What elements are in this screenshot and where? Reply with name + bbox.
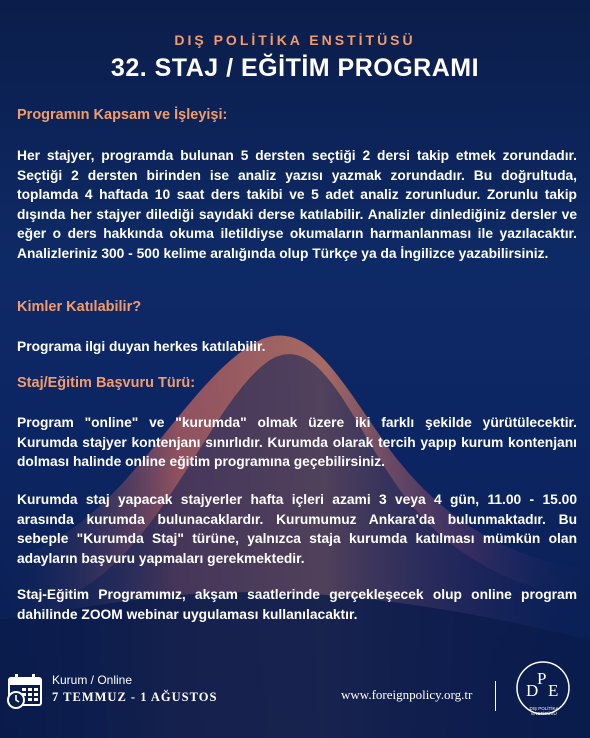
svg-text:D: D [526,681,539,700]
program-dates: 7 TEMMUZ - 1 AĞUSTOS [52,690,218,704]
who-heading: Kimler Katılabilir? [17,299,142,315]
calendar-clock-icon [7,673,45,709]
logo-subtitle: DIŞ POLİTİKA ENSTİTÜSÜ [529,706,559,716]
page-title: 32. STAJ / EĞİTİM PROGRAMI [110,54,480,82]
organization-name: DIŞ POLİTİKA ENSTİTÜSÜ [174,32,416,48]
type-text-2: Kurumda staj yapacak stajyerler hafta içleri azami 3 veya 4 gün, 11.00 - 15.00 arasında kurumda bulunacaklardır. Kurumumuz Ankara'da bulunmaktadır. Bu sebeple "Kurumda Staj" türüne, yalnızca staja kurumda katılması mümkün olan adayların başvuru yapmaları gerekmektedir. [17,492,577,566]
type-text-1: Program "online" ve "kurumda" olmak üzere iki farklı şekilde yürütülecektir. Kurumda stajyer kontenjanı sınırlıdır. Kurumda olarak tercih yapıp kurum kontenjanı dolması halinde online eğitim programına geçebilirsiniz. [17,415,577,469]
scope-heading: Programın Kapsam ve İşleyişi: [17,107,228,123]
attendance-mode: Kurum / Online [52,673,133,687]
scope-text: Her stajyer, programda bulunan 5 dersten seçtiği 2 dersi takip etmek zorundadır. Seçtiği 2 dersten birinden ise analiz yazısı yazmak zorundadır. Bu doğrultuda, toplamda 4 haftada 10 saat ders takibi ve 5 adet analiz zorunludur. Zorunlu takip dışında her stajyer dilediği sayıdaki derse katılabilir. Analizler dinlediğiniz dersler ve eğer o ders hakkında okuma iletildiyse okumaların harmanlanması ile yazılacaktır. Analizleriniz 300 - 500 kelime aralığında olup Türkçe ya da İngilizce yazabilirsiniz. [17,148,577,261]
type-heading: Staj/Eğitim Başvuru Türü: [17,375,196,391]
footer-divider [495,681,496,711]
svg-text:P: P [537,669,547,688]
who-text: Programa ilgi duyan herkes katılabilir. [17,339,266,354]
svg-text:E: E [548,681,559,700]
website-link[interactable]: www.foreignpolicy.org.tr [341,687,473,702]
type-text-3: Staj-Eğitim Programımız, akşam saatlerinde gerçekleşecek olup online program dahilinde ZOOM webinar uygulaması kullanılacaktır. [17,587,577,622]
